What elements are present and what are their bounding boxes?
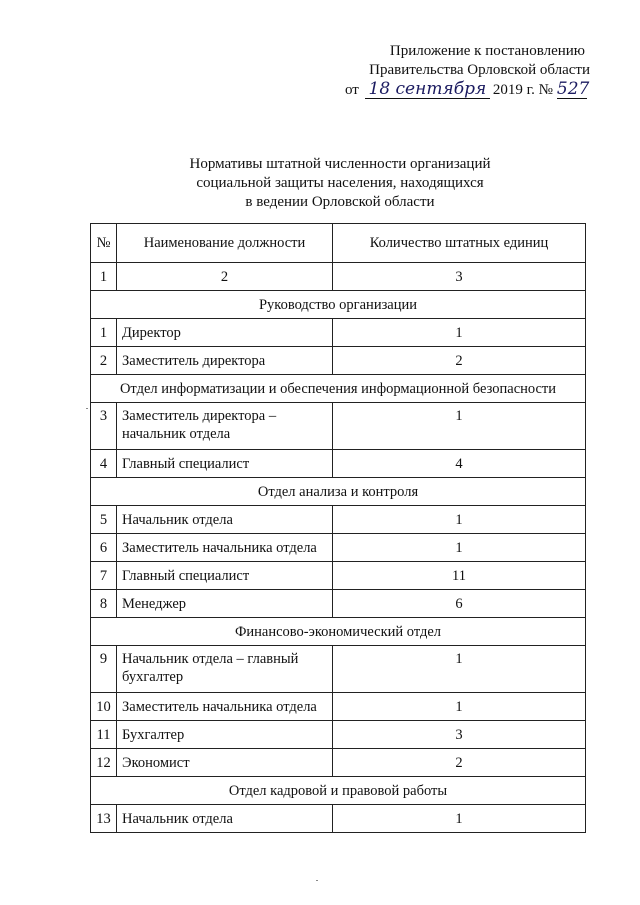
header-number: № <box>91 224 117 263</box>
title-line-1: Нормативы штатной численности организаций <box>189 156 491 172</box>
row-position-line: Начальник отдела – главный <box>122 651 299 667</box>
section-row <box>91 375 586 403</box>
row-position: Бухгалтер <box>117 721 333 749</box>
row-number: 13 <box>91 805 117 833</box>
table-row <box>91 506 586 534</box>
row-number: 7 <box>91 562 117 590</box>
row-position-line: Заместитель директора – <box>122 408 277 424</box>
row-number: 1 <box>91 319 117 347</box>
table-row <box>91 403 586 450</box>
row-position: Заместитель директора <box>117 347 333 375</box>
row-position: Менеджер <box>117 590 333 618</box>
row-number: 10 <box>91 693 117 721</box>
index-cell: 1 <box>91 263 117 291</box>
row-count: 1 <box>333 646 586 693</box>
row-position: Главный специалист <box>117 450 333 478</box>
row-count: 1 <box>333 506 586 534</box>
staffing-table <box>90 223 586 833</box>
index-row <box>91 263 586 291</box>
table-row <box>91 749 586 777</box>
scan-speck <box>316 880 318 881</box>
row-position-line: начальник отдела <box>122 426 231 442</box>
table-row <box>91 319 586 347</box>
row-number: 11 <box>91 721 117 749</box>
row-position: Заместитель начальника отдела <box>117 693 333 721</box>
document-title <box>150 155 530 212</box>
table-row <box>91 347 586 375</box>
header-row <box>91 224 586 263</box>
table-row <box>91 805 586 833</box>
section-title: Отдел анализа и контроля <box>91 478 586 506</box>
row-position <box>117 646 333 693</box>
header-position: Наименование должности <box>117 224 333 263</box>
row-position <box>117 403 333 450</box>
row-number: 2 <box>91 347 117 375</box>
appendix-date-line <box>345 80 590 100</box>
from-label: от <box>345 82 359 98</box>
row-number: 4 <box>91 450 117 478</box>
index-cell: 2 <box>117 263 333 291</box>
row-count: 2 <box>333 347 586 375</box>
section-title: Отдел кадровой и правовой работы <box>91 777 586 805</box>
row-number: 9 <box>91 646 117 693</box>
table-row <box>91 721 586 749</box>
row-position: Начальник отдела <box>117 506 333 534</box>
row-number: 6 <box>91 534 117 562</box>
appendix-line-2: Правительства Орловской области <box>369 62 590 78</box>
section-row <box>91 291 586 319</box>
section-title: Финансово-экономический отдел <box>91 618 586 646</box>
index-cell: 3 <box>333 263 586 291</box>
section-row <box>91 478 586 506</box>
row-count: 6 <box>333 590 586 618</box>
appendix-block <box>340 42 590 100</box>
title-line-3: в ведении Орловской области <box>245 194 435 210</box>
section-title: Отдел информатизации и обеспечения информационной безопасности <box>91 375 586 403</box>
row-count: 1 <box>333 534 586 562</box>
header-count: Количество штатных единиц <box>333 224 586 263</box>
handwritten-date: 18 сентября <box>365 80 490 99</box>
row-position-line: бухгалтер <box>122 669 184 685</box>
row-position: Начальник отдела <box>117 805 333 833</box>
row-number: 5 <box>91 506 117 534</box>
row-position: Экономист <box>117 749 333 777</box>
row-count: 1 <box>333 403 586 450</box>
table-row <box>91 590 586 618</box>
row-count: 2 <box>333 749 586 777</box>
table-row <box>91 646 586 693</box>
row-count: 1 <box>333 319 586 347</box>
table-row <box>91 534 586 562</box>
row-count: 4 <box>333 450 586 478</box>
row-number: 3 <box>91 403 117 450</box>
table-row <box>91 693 586 721</box>
appendix-line-1: Приложение к постановлению <box>389 43 585 59</box>
row-count: 3 <box>333 721 586 749</box>
row-count: 1 <box>333 693 586 721</box>
table-row <box>91 562 586 590</box>
row-count: 11 <box>333 562 586 590</box>
row-position: Заместитель начальника отдела <box>117 534 333 562</box>
row-position: Директор <box>117 319 333 347</box>
title-line-2: социальной защиты населения, находящихся <box>196 175 484 191</box>
year-text: 2019 г. № <box>492 82 553 98</box>
section-row <box>91 618 586 646</box>
section-title: Руководство организации <box>91 291 586 319</box>
row-number: 12 <box>91 749 117 777</box>
row-position: Главный специалист <box>117 562 333 590</box>
section-row <box>91 777 586 805</box>
scan-speck <box>86 408 88 409</box>
row-number: 8 <box>91 590 117 618</box>
row-count: 1 <box>333 805 586 833</box>
handwritten-number: 527 <box>556 79 590 99</box>
table-row <box>91 450 586 478</box>
